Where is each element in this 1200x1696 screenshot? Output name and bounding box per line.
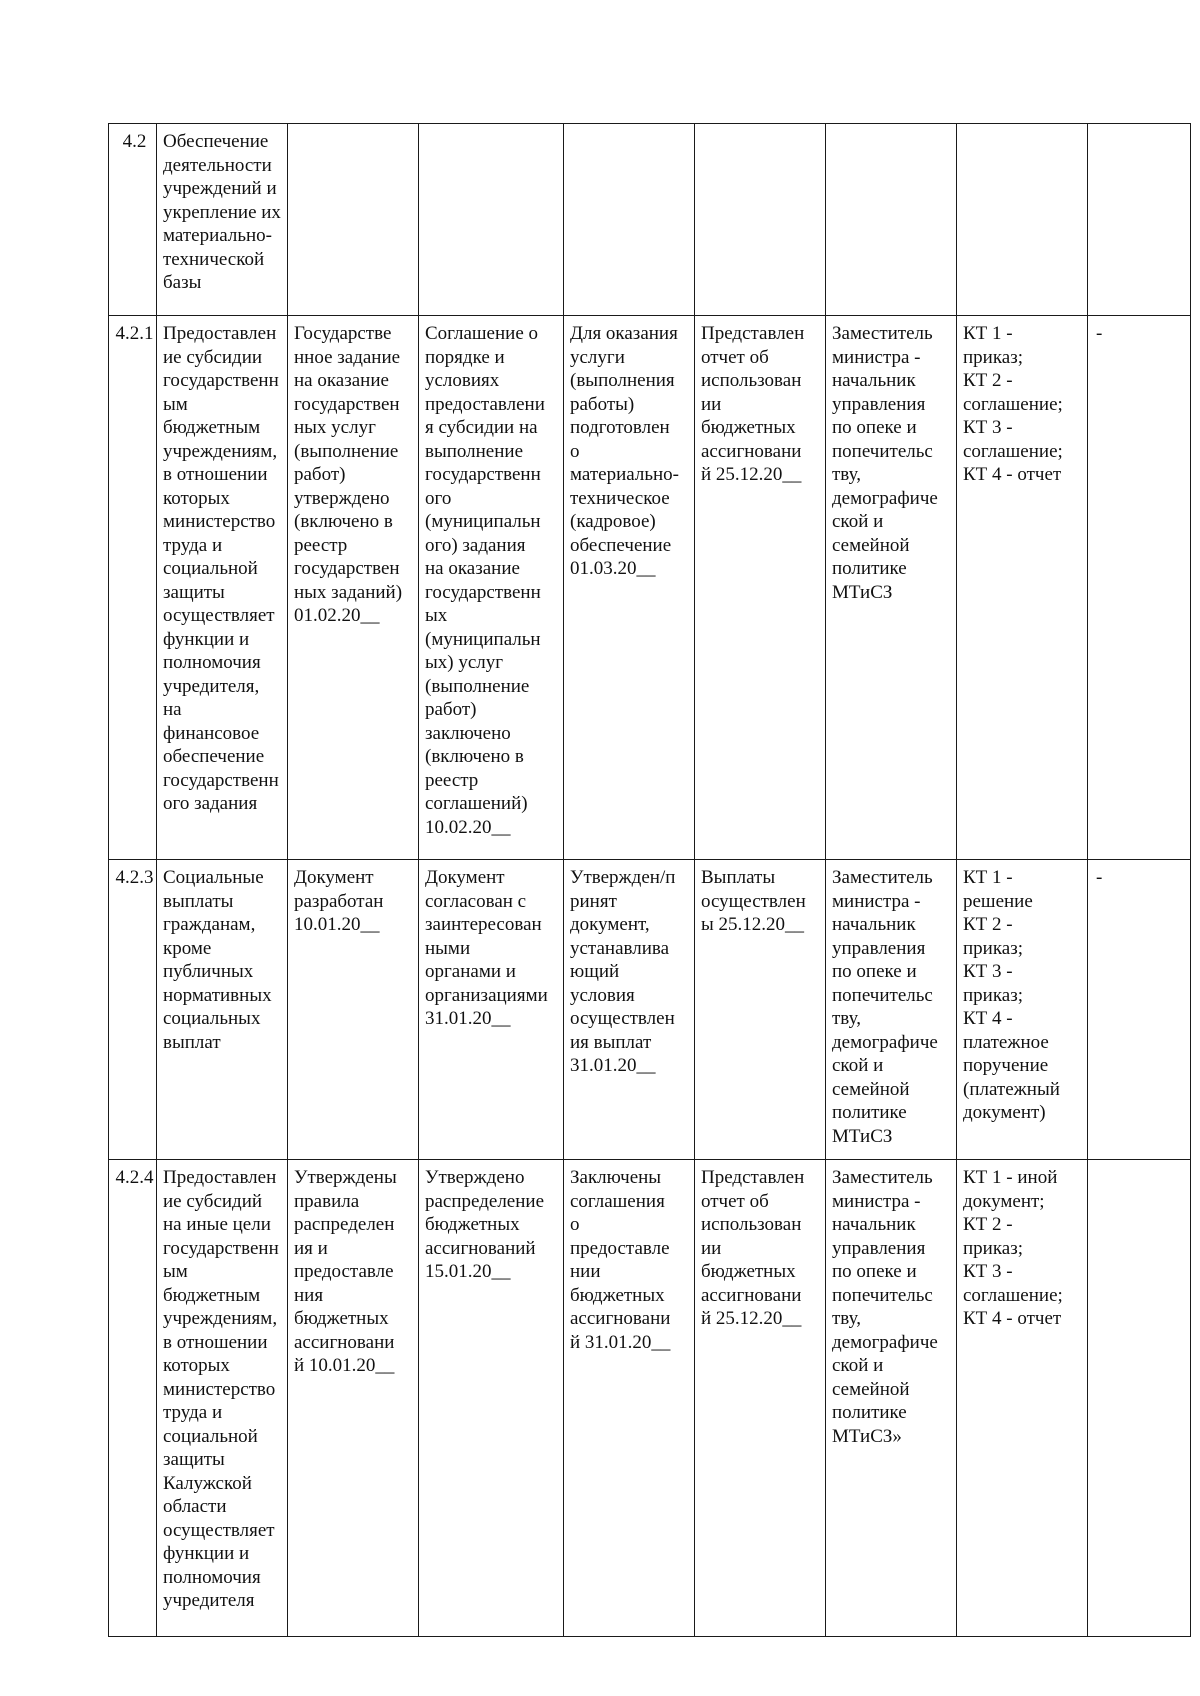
- event-name-text: Предоставлен ие субсидий на иные цели государственн ым бюджетным учреждениям, в отношении которых министерство труда и социальной защиты Калужской области осуществляет функции и полномочия учредителя: [163, 1167, 279, 1611]
- cell-checkpoint-1: [288, 860, 419, 1160]
- table-row-4-2-4: [109, 1160, 1191, 1637]
- table-row-4-2-1: [109, 316, 1191, 860]
- cell-checkpoint-3: [564, 316, 695, 860]
- cell-checkpoint-4: [695, 860, 826, 1160]
- cell-documents: [957, 860, 1088, 1160]
- cell-checkpoint-4: [695, 1160, 826, 1637]
- extra-text: -: [1096, 867, 1103, 888]
- row-number: [109, 1160, 157, 1637]
- row-number: [109, 860, 157, 1160]
- cell-documents: [957, 1160, 1088, 1637]
- cell-extra: [1088, 124, 1191, 316]
- checkpoint-3-text: Заключены соглашения о предоставле нии бюджетных ассигновани й 31.01.20__: [570, 1167, 671, 1353]
- checkpoint-4-text: Представлен отчет об использован ии бюджетных ассигновани й 25.12.20__: [701, 1167, 805, 1329]
- cell-checkpoint-3: [564, 1160, 695, 1637]
- cell-responsible: [826, 316, 957, 860]
- cell-checkpoint-3: [564, 860, 695, 1160]
- checkpoint-1-text: Документ разработан 10.01.20__: [294, 867, 384, 935]
- cell-responsible: [826, 124, 957, 316]
- cell-checkpoint-1: [288, 316, 419, 860]
- row-number: [109, 316, 157, 860]
- cell-checkpoint-2: [419, 860, 564, 1160]
- cell-checkpoint-2: [419, 124, 564, 316]
- cell-documents: [957, 316, 1088, 860]
- cell-responsible: [826, 860, 957, 1160]
- cell-event-name: [157, 860, 288, 1160]
- cell-checkpoint-4: [695, 316, 826, 860]
- checkpoint-1-text: Утверждены правила распределен ия и предоставле ния бюджетных ассигновани й 10.01.20__: [294, 1167, 397, 1376]
- cell-extra: [1088, 316, 1191, 860]
- documents-text: КТ 1 - приказ; КТ 2 - соглашение; КТ 3 - соглашение; КТ 4 - отчет: [963, 323, 1063, 485]
- documents-text: КТ 1 - решение КТ 2 - приказ; КТ 3 - приказ; КТ 4 - платежное поручение (платежный документ): [963, 867, 1060, 1123]
- cell-checkpoint-2: [419, 316, 564, 860]
- cell-documents: [957, 124, 1088, 316]
- cell-event-name: [157, 316, 288, 860]
- row-number-text: 4.2: [122, 131, 147, 152]
- cell-checkpoint-3: [564, 124, 695, 316]
- cell-checkpoint-4: [695, 124, 826, 316]
- cell-checkpoint-2: [419, 1160, 564, 1637]
- checkpoint-2-text: Документ согласован с заинтересован ными органами и организациями 31.01.20__: [425, 867, 548, 1029]
- checkpoint-4-text: Представлен отчет об использован ии бюджетных ассигновани й 25.12.20__: [701, 323, 805, 485]
- cell-extra: [1088, 860, 1191, 1160]
- cell-event-name: [157, 1160, 288, 1637]
- checkpoint-3-text: Утвержден/п ринят документ, устанавлива ющий условия осуществлен ия выплат 31.01.20__: [570, 867, 676, 1076]
- checkpoint-2-text: Соглашение о порядке и условиях предоставлени я субсидии на выполнение государственн ого (муниципальн ого) задания на оказание государственн ых (муниципальн ых) услуг (выполнение работ) заключено (включено в реестр соглашений) 10.02.20__: [425, 323, 545, 838]
- documents-text: КТ 1 - иной документ; КТ 2 - приказ; КТ 3 - соглашение; КТ 4 - отчет: [963, 1167, 1063, 1329]
- checkpoint-1-text: Государстве нное задание на оказание государствен ных услуг (выполнение работ) утверждено (включено в реестр государствен ных заданий) 01.02.20__: [294, 323, 403, 626]
- extra-text: -: [1096, 323, 1103, 344]
- responsible-text: Заместитель министра - начальник управления по опеке и попечительс тву, демографиче ской и семейной политике МТиСЗ: [832, 323, 938, 603]
- row-number-text: 4.2.4: [115, 1167, 154, 1188]
- cell-responsible: [826, 1160, 957, 1637]
- row-number: [109, 124, 157, 316]
- responsible-text: Заместитель министра - начальник управления по опеке и попечительс тву, демографиче ской и семейной политике МТиСЗ»: [832, 1167, 938, 1447]
- cell-checkpoint-1: [288, 124, 419, 316]
- table-row-4-2-3: [109, 860, 1191, 1160]
- table-row-4-2: [109, 124, 1191, 316]
- row-number-text: 4.2.1: [115, 323, 154, 344]
- checkpoint-4-text: Выплаты осуществлен ы 25.12.20__: [701, 867, 806, 935]
- document-table: [108, 123, 1191, 1637]
- event-name-text: Обеспечение деятельности учреждений и укрепление их материально- технической базы: [163, 131, 281, 293]
- responsible-text: Заместитель министра - начальник управления по опеке и попечительс тву, демографиче ской и семейной политике МТиСЗ: [832, 867, 938, 1147]
- checkpoint-2-text: Утверждено распределение бюджетных ассигнований 15.01.20__: [425, 1167, 545, 1282]
- event-name-text: Предоставлен ие субсидии государственн ым бюджетным учреждениям, в отношении которых министерство труда и социальной защиты осуществляет функции и полномочия учредителя, на финансовое обеспечение государственн ого задания: [163, 323, 279, 814]
- cell-extra: [1088, 1160, 1191, 1637]
- row-number-text: 4.2.3: [115, 867, 154, 888]
- event-name-text: Социальные выплаты гражданам, кроме публичных нормативных социальных выплат: [163, 867, 272, 1053]
- cell-checkpoint-1: [288, 1160, 419, 1637]
- cell-event-name: [157, 124, 288, 316]
- checkpoint-3-text: Для оказания услуги (выполнения работы) подготовлен о материально- техническое (кадровое) обеспечение 01.03.20__: [570, 323, 679, 579]
